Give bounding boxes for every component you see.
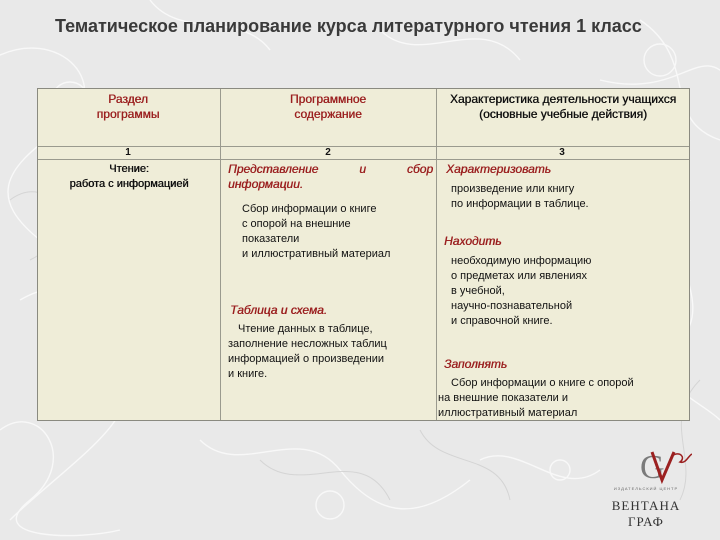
- section-line: Чтение:: [109, 163, 149, 175]
- activity-list-2: [451, 254, 681, 329]
- activity-line: по информации в таблице.: [451, 198, 589, 210]
- content-line: информацией о произведении: [228, 353, 384, 365]
- header-section: Раздел программы: [96, 92, 160, 121]
- activity-line: научно-познавательной: [451, 300, 573, 312]
- activity-list-1: [451, 182, 681, 212]
- content-line: заполнение несложных таблиц: [228, 338, 387, 350]
- content-heading-2: Таблица и схема.: [230, 303, 328, 317]
- page-title: Тематическое планирование курса литературного чтения 1 класс: [55, 16, 642, 36]
- planning-table: [37, 88, 690, 421]
- activity-line: в учебной,: [451, 285, 505, 297]
- column-number: 2: [325, 147, 331, 158]
- activity-heading-3: Заполнять: [444, 357, 508, 371]
- section-name: [38, 162, 220, 192]
- content-line: показатели: [242, 233, 300, 245]
- column-number: 1: [125, 147, 131, 158]
- activity-line: Сбор информации о книге с опорой: [451, 377, 634, 389]
- activity-line: необходимую информацию: [451, 255, 592, 267]
- svg-text:G: G: [640, 449, 665, 486]
- activity-list-3: [438, 376, 686, 421]
- column-divider: [220, 89, 221, 420]
- activity-heading-2: Находить: [444, 234, 502, 248]
- column-divider: [436, 89, 437, 420]
- content-line: с опорой на внешние: [242, 218, 351, 230]
- activity-line: произведение или книгу: [451, 183, 575, 195]
- content-line: Чтение данных в таблице,: [238, 323, 373, 335]
- activity-heading-1: Характеризовать: [446, 162, 551, 176]
- content-line: и книге.: [228, 368, 268, 380]
- content-list-2: [228, 322, 433, 382]
- publisher-emblem-icon: [636, 446, 692, 486]
- activity-line: иллюстративный материал: [438, 407, 578, 419]
- content-line: Сбор информации о книге: [242, 203, 377, 215]
- publisher-caption: ИЗДАТЕЛЬСКИЙ ЦЕНТР: [613, 486, 679, 491]
- row-divider: [38, 159, 689, 160]
- activity-line: о предметах или явлениях: [451, 270, 587, 282]
- content-heading-1: Представление и сбор информации.: [228, 162, 433, 191]
- activity-line: и справочной книге.: [451, 315, 553, 327]
- content-list-1: [242, 202, 432, 262]
- section-line: работа с информацией: [69, 178, 189, 190]
- publisher-name-bottom: ГРАФ: [628, 514, 664, 529]
- activity-line: на внешние показатели и: [438, 392, 568, 404]
- publisher-logo: [596, 498, 696, 530]
- header-activity: Характеристика деятельности учащихся (основные учебные действия): [449, 92, 677, 121]
- publisher-name-top: ВЕНТАНА: [611, 498, 681, 513]
- content-line: и иллюстративный материал: [242, 248, 391, 260]
- header-content: Программное содержание: [289, 92, 367, 121]
- column-number: 3: [559, 147, 565, 158]
